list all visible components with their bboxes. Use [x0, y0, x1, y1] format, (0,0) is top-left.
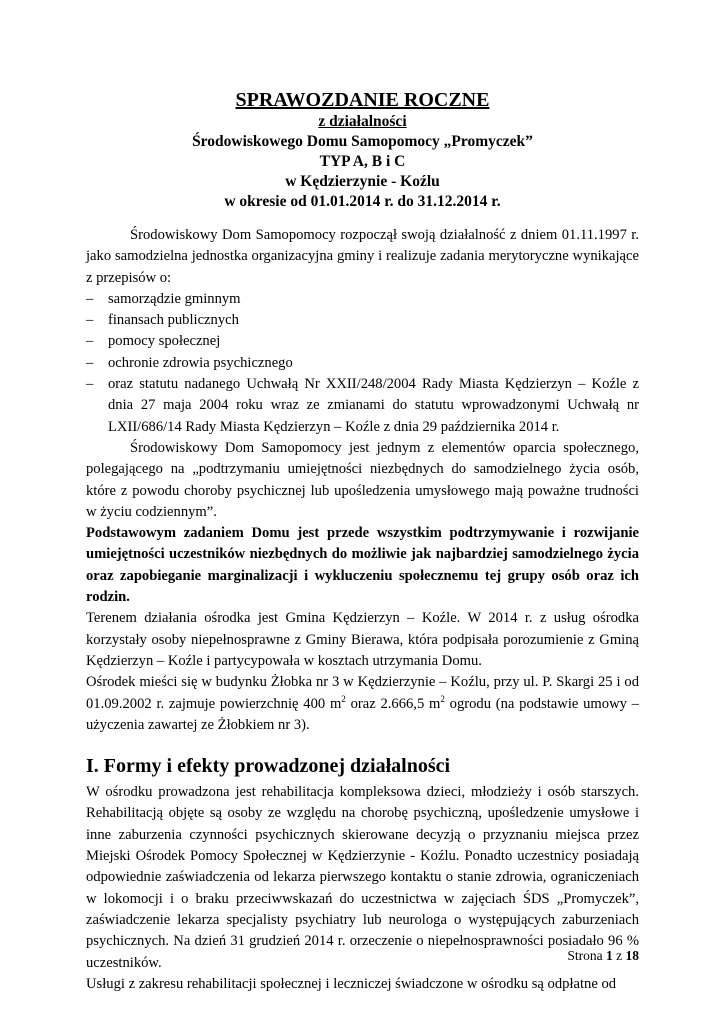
location-paragraph: Ośrodek mieści się w budynku Żłobka nr 3 w Kędzierzynie – Koźlu, przy ul. P. Skargi 25 i od 01.09.2002 r. zajmuje powierzchnię 400 $m^2$ oraz 2.666,5 $m^2$ ogrodu (na podstawie umowy – użyczenia zawartej ze Żłobkiem nr 3). — [86, 674, 639, 733]
subtitle-activity: z działalności — [318, 113, 407, 130]
page-number: Strona 1 z 18 — [567, 948, 639, 963]
services-paragraph: Usługi z zakresu rehabilitacji społecznej i leczniczej świadczone w ośrodku są odpłatne od — [86, 975, 617, 992]
support-paragraph: Środowiskowy Dom Samopomocy jest jednym z elementów oparcia społecznego, polegającego na „podtrzymaniu umiejętności niezbędnych do samodzielnego życia osób, które z powodu choroby psychicznej lub upośledzenia umysłowego mają poważne trudności w życiu codziennym”. — [86, 439, 639, 520]
list-item: – finansach publicznych — [86, 312, 239, 329]
report-title: SPRAWOZDANIE ROCZNE — [235, 89, 490, 111]
list-item: – samorządzie gminnym — [86, 290, 241, 307]
document-page — [86, 88, 639, 995]
list-item: – pomocy społecznej — [86, 333, 221, 350]
intro-paragraph: Środowiskowy Dom Samopomocy rozpoczął swoją działalność z dniem 01.11.1997 r. jako samodzielna jednostka organizacyjna gminy i realizuje zadania merytoryczne wynikające z przepisów o: — [86, 227, 639, 286]
list-item: – ochronie zdrowia psychicznego — [86, 354, 293, 371]
rehabilitation-paragraph: W ośrodku prowadzona jest rehabilitacja kompleksowa dzieci, młodzieży i osób starszych. Rehabilitacją objęte są osoby ze względu na chorobę psychiczną, upośledzenie umysłowe i inne zaburzenia czynności psychicznych skierowane decyzją o przyznaniu miejsca przez Miejski Ośrodek Pomocy Społecznej w Kędzierzynie - Koźlu. Ponadto uczestnicy posiadają odpowiednie zaświadczenia od lekarza pierwszego kontaktu o stanie zdrowia, ograniczeniach w lokomocji i o braku przeciwwskazań do uczestnictwa w zajęciach ŚDS „Promyczek”, zaświadczenie lekarza specjalisty psychiatry lub neurologa o występujących zaburzeniach psychicznych. Na dzień 31 grudzień 2014 r. orzeczenie o niepełnosprawności posiadało 96 % uczestników. — [86, 784, 639, 971]
section-heading: I. Formy i efekty prowadzonej działalności — [86, 755, 451, 778]
regulations-list — [86, 289, 639, 438]
area-paragraph: Terenem działania ośrodka jest Gmina Kędzierzyn – Koźle. W 2014 r. z usług ośrodka korzystały osoby niepełnosprawne z Gminy Bierawa, która podpisała porozumienie z Gminą Kędzierzyn – Koźle i partycypowała w kosztach utrzymania Domu. — [86, 610, 639, 669]
list-item: – oraz statutu nadanego Uchwałą Nr XXII/248/2004 Rady Miasta Kędzierzyn – Koźle z dnia 27 maja 2004 roku wraz ze zmianami do statutu wprowadzonymi Uchwałą nr LXII/686/14 Rady Miasta Kędzierzyn – Koźle z dnia 29 października 2014 r. — [86, 376, 639, 435]
main-task-paragraph: Podstawowym zadaniem Domu jest przede wszystkim podtrzymywanie i rozwijanie umiejętności uczestników niezbędnych do możliwie jak najbardziej samodzielnego życia oraz zapobieganie marginalizacji i wykluczeniu społecznemu tej grupy osób oraz ich rodzin. — [86, 525, 639, 606]
subtitle-period: w okresie od 01.01.2014 r. do 31.12.2014 r. — [224, 193, 501, 210]
subtitle-institution: Środowiskowego Domu Samopomocy „Promyczek” — [192, 133, 533, 150]
subtitle-location: w Kędzierzynie - Koźlu — [285, 173, 440, 190]
subtitle-type: TYP A, B i C — [319, 153, 406, 170]
